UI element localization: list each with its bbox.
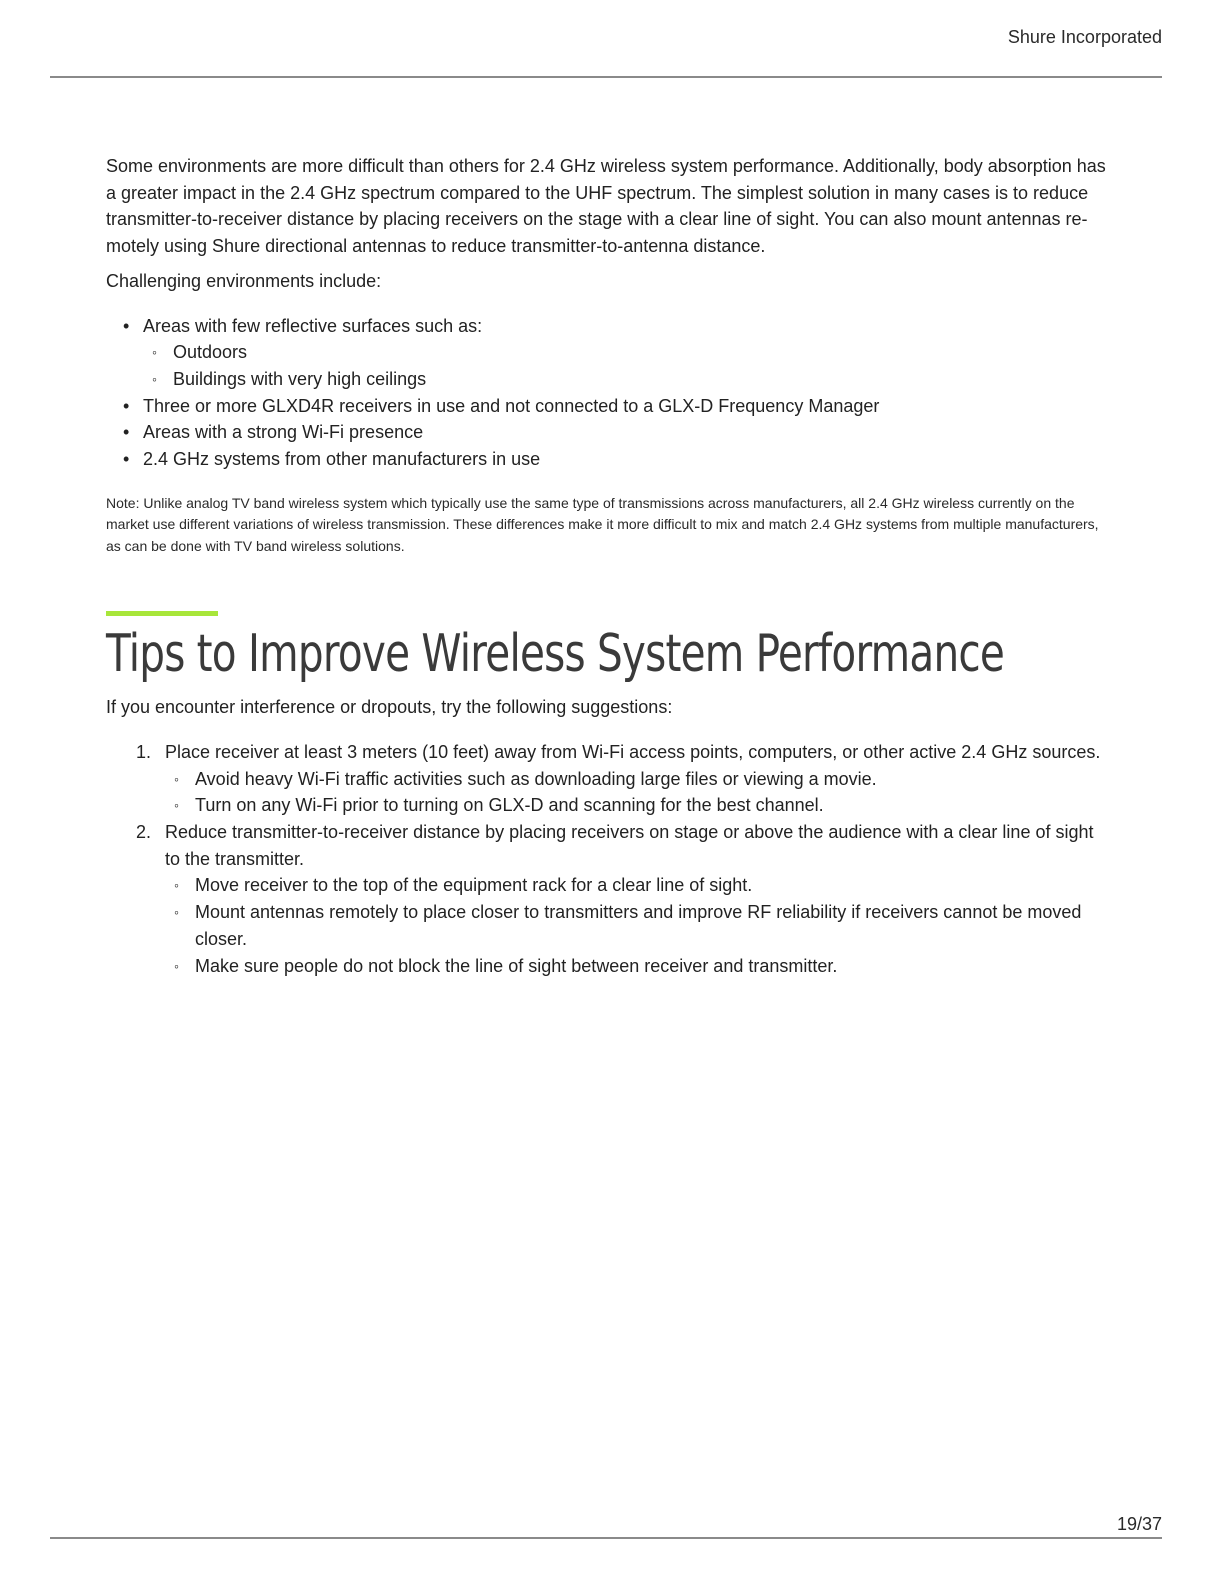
numbered-item [106, 739, 1106, 819]
item-number: 2. [136, 822, 152, 843]
list-item: • Three or more GLXD4R receivers in use and not connected to a GLX-D Frequency Manager [106, 393, 1106, 420]
sub-list [165, 872, 1106, 979]
sub-list-item: ◦ Move receiver to the top of the equipment rack for a clear line of sight. [165, 872, 1106, 899]
numbered-item-text: Place receiver at least 3 meters (10 feet) away from Wi-Fi access points, computers, or other active 2.4 GHz sources. [165, 741, 1101, 762]
suggestions-list [106, 739, 1106, 979]
challenging-environments-list [106, 313, 1106, 473]
sub-list-item: ◦ Turn on any Wi-Fi prior to turning on GLX-D and scanning for the best channel. [165, 792, 1106, 819]
list-item-text: Areas with few reflective surfaces such as: [143, 315, 483, 336]
page-header [50, 0, 1162, 78]
list-item: • Areas with a strong Wi-Fi presence [106, 419, 1106, 446]
sub-list [165, 766, 1106, 819]
suggestions-lead: If you encounter interference or dropouts, try the following suggestions: [106, 697, 673, 718]
sub-list-item: ◦ Buildings with very high ceilings [143, 366, 1106, 393]
page-number: 19/37 [1116, 1514, 1162, 1534]
list-item [106, 313, 1106, 393]
page-content [106, 153, 1106, 979]
sub-list-item: ◦ Outdoors [143, 339, 1106, 366]
sub-list-item: ◦ Avoid heavy Wi-Fi traffic activities such as downloading large files or viewing a movie. [165, 766, 1106, 793]
section-title: Tips to Improve Wireless System Performance [106, 624, 1005, 685]
sub-list [143, 339, 1106, 392]
note-text: Note: Unlike analog TV band wireless system which typically use the same type of transmissions across manufacturers, all 2.4 GHz wireless currently on the market use different variations of wireless transmission. These differences make it more difficult to mix and match 2.4 GHz systems from multiple manufacturers, as can be done with TV band wireless solutions. [106, 494, 1099, 554]
sub-list-item: ◦ Mount antennas remotely to place closer to transmitters and improve RF reliability if receivers cannot be moved closer. [165, 899, 1106, 952]
sub-list-item: ◦ Make sure people do not block the line of sight between receiver and transmitter. [165, 953, 1106, 980]
numbered-item-text: Reduce transmitter-to-receiver distance by placing receivers on stage or above the audience with a clear line of sight to the transmitter. [165, 822, 1094, 869]
page-footer [50, 1500, 1162, 1539]
challenging-environments-lead: Challenging environments include: [106, 270, 382, 291]
section-accent-bar [106, 611, 218, 616]
numbered-item [106, 819, 1106, 979]
item-number: 1. [136, 741, 152, 762]
list-item: • 2.4 GHz systems from other manufacturers in use [106, 446, 1106, 473]
intro-paragraph: Some environments are more difficult than others for 2.4 GHz wireless system performance. Additionally, body absorption has a greater impact in the 2.4 GHz spectrum compared to the UHF spectrum. The simplest solution in many cases is to reduce transmitter-to-receiver distance by placing receivers on the stage with a clear line of sight. You can also mount antennas remotely using Shure directional antennas to reduce transmitter-to-antenna distance. [106, 156, 1106, 257]
company-name: Shure Incorporated [1007, 27, 1162, 47]
